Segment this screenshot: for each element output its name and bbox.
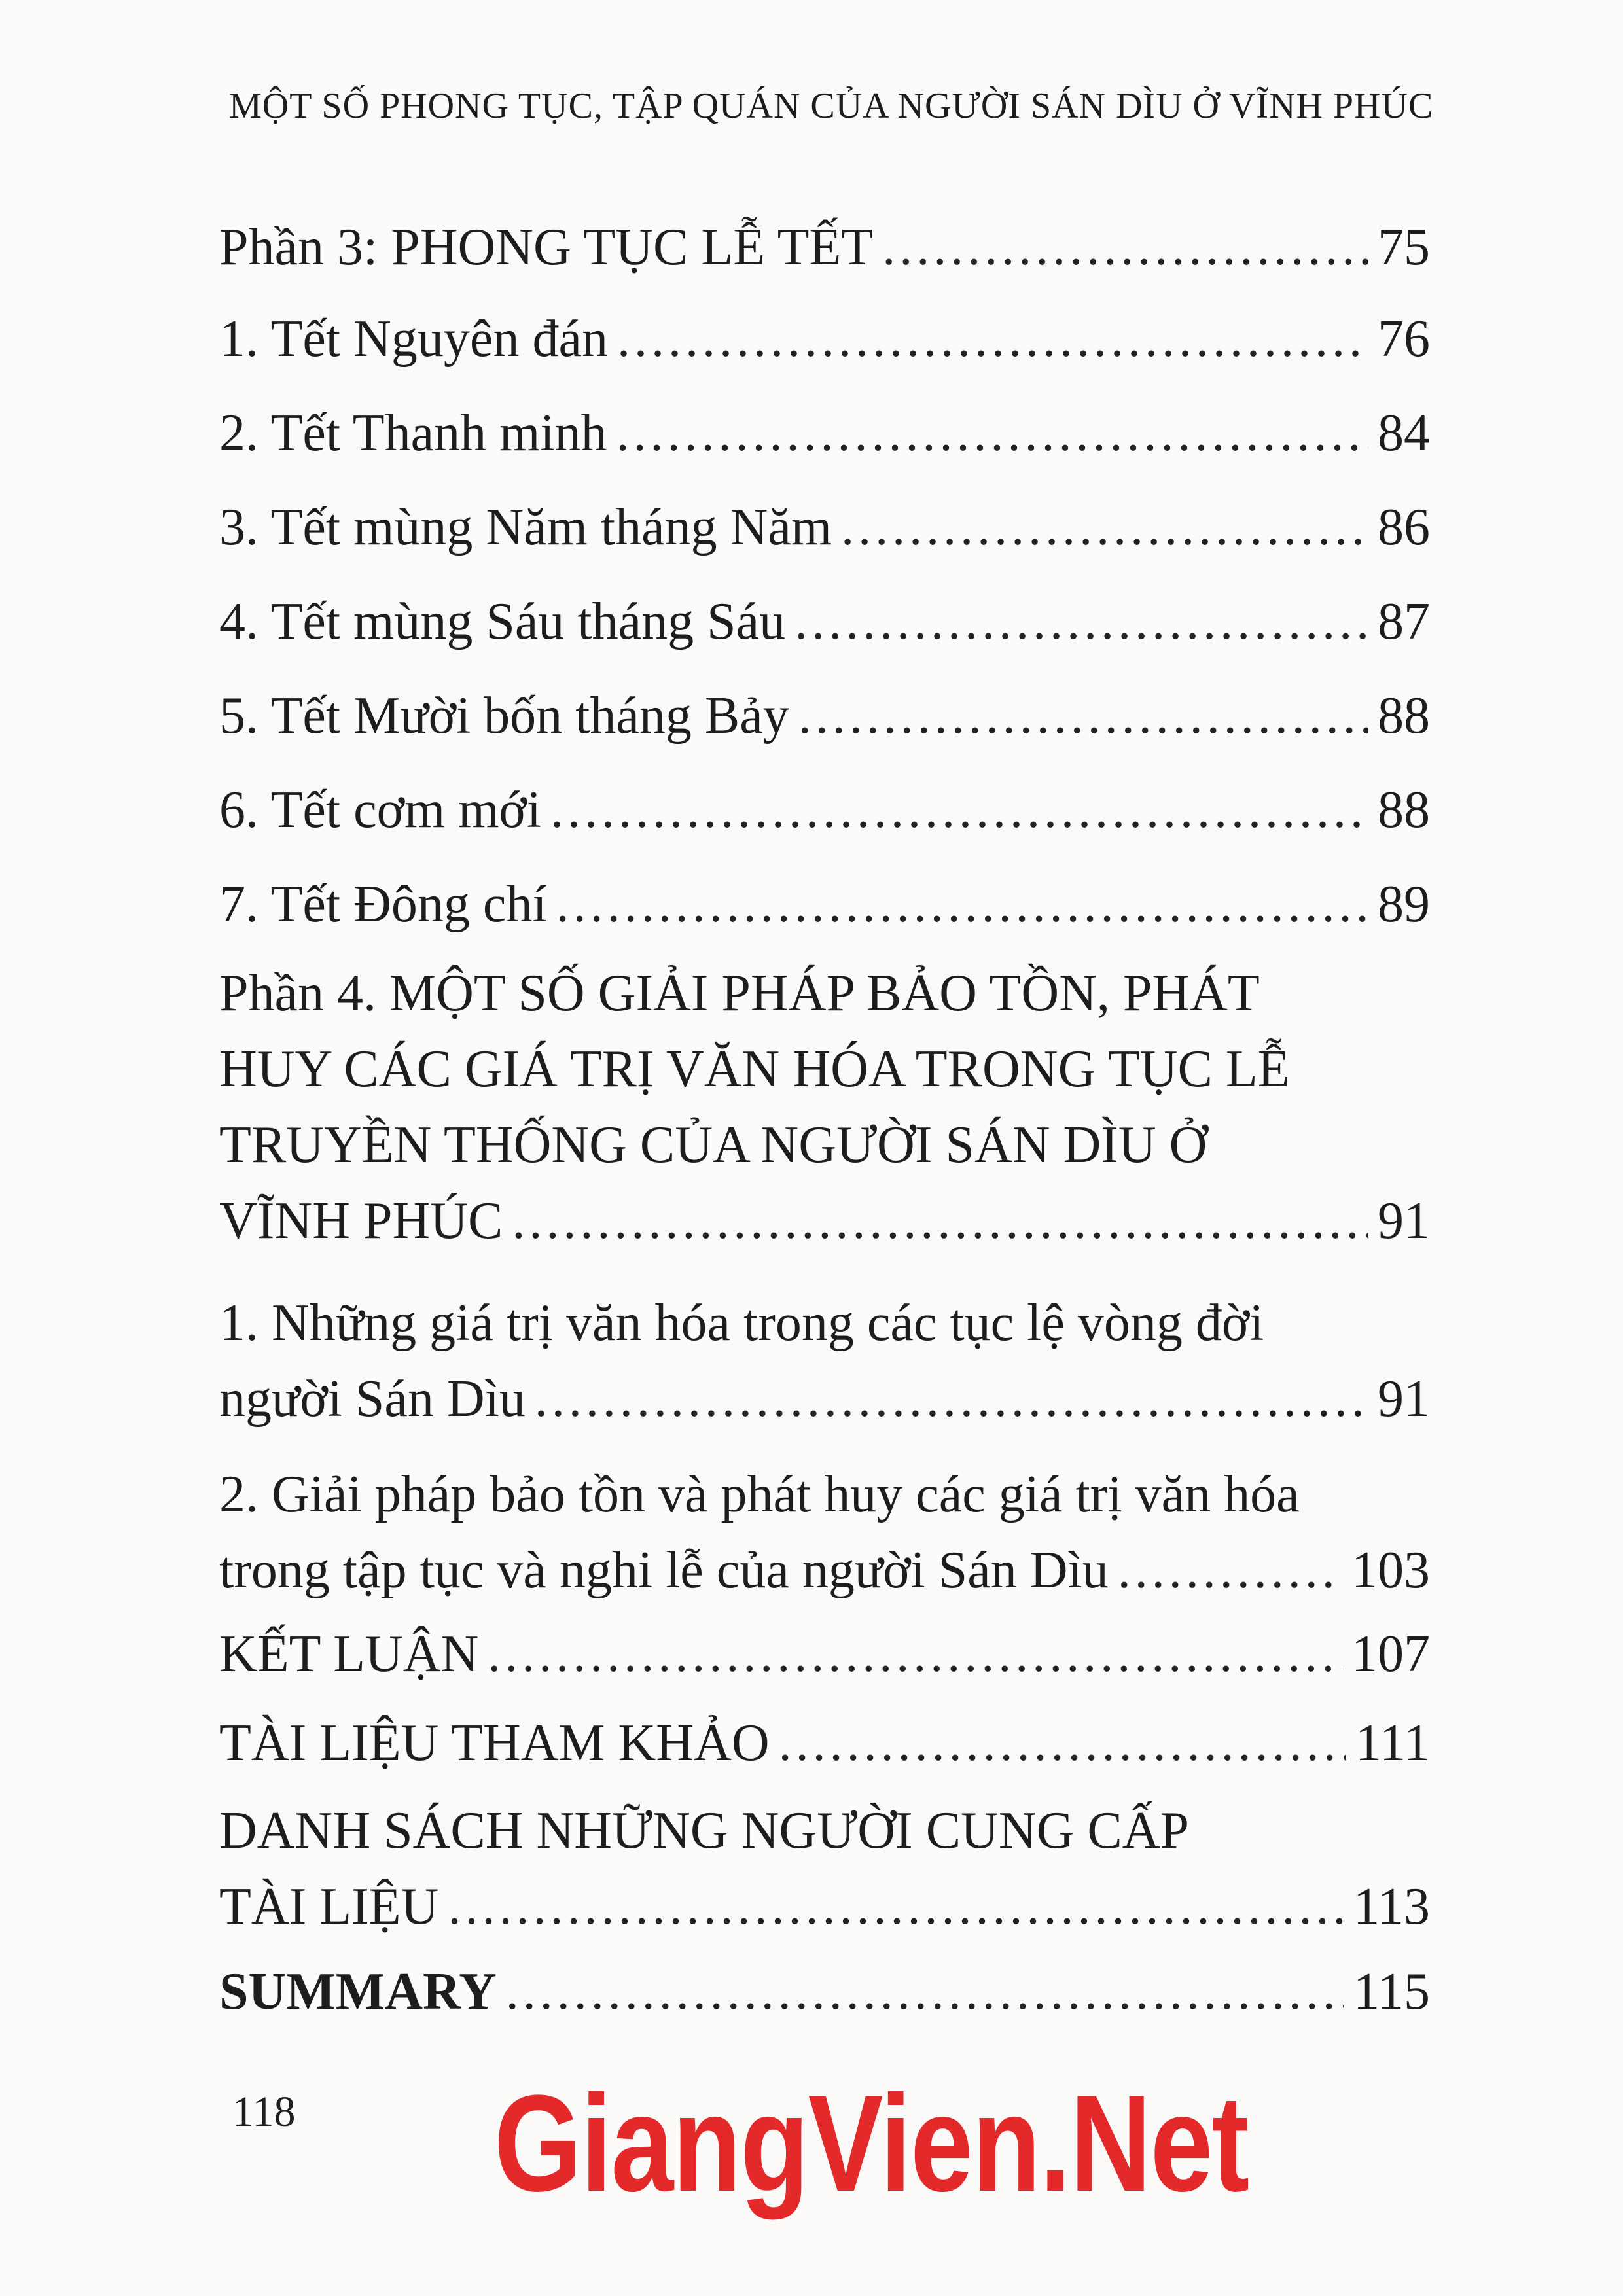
toc-entry-page: 88 xyxy=(1378,687,1430,745)
toc-entry-part4 xyxy=(219,955,1430,1259)
dot-leader xyxy=(617,308,1368,370)
toc-entry-page: 91 xyxy=(1378,1192,1430,1250)
toc-entry-page: 107 xyxy=(1351,1625,1430,1683)
toc-entry xyxy=(219,1457,1430,1608)
dot-leader xyxy=(616,402,1368,465)
toc-entry-title-line: DANH SÁCH NHỮNG NGƯỜI CUNG CẤP xyxy=(219,1802,1189,1860)
dot-leader xyxy=(779,1712,1346,1775)
toc-entry-title: Phần 3: PHONG TỤC LỄ TẾT xyxy=(219,219,874,276)
toc-entry-page: 103 xyxy=(1351,1542,1430,1599)
toc-entry xyxy=(219,779,1430,841)
toc-entry-title: SUMMARY xyxy=(219,1963,497,2021)
toc-entry-page: 86 xyxy=(1378,499,1430,556)
table-of-contents xyxy=(219,216,1430,2055)
dot-leader xyxy=(556,873,1368,936)
toc-entry-part3 xyxy=(219,216,1430,279)
dot-leader xyxy=(794,590,1368,653)
toc-entry-page: 88 xyxy=(1378,781,1430,839)
toc-entry xyxy=(219,402,1430,465)
dot-leader xyxy=(798,684,1368,747)
dot-leader xyxy=(841,496,1368,559)
toc-entry-page: 111 xyxy=(1355,1714,1430,1772)
dot-leader xyxy=(1118,1532,1342,1608)
toc-entry-page: 113 xyxy=(1353,1878,1430,1935)
toc-entry xyxy=(219,496,1430,559)
toc-entry-title-line: 1. Những giá trị văn hóa trong các tục lệ vòng đời xyxy=(219,1294,1264,1352)
toc-entry xyxy=(219,590,1430,653)
dot-leader xyxy=(488,1623,1342,1686)
toc-entry-conclusion xyxy=(219,1623,1430,1686)
toc-entry-title-line: HUY CÁC GIÁ TRỊ VĂN HÓA TRONG TỤC LỄ xyxy=(219,1040,1290,1098)
toc-entry-title-line: TRUYỀN THỐNG CỦA NGƯỜI SÁN DÌU Ở xyxy=(219,1116,1207,1174)
toc-entry-title-line: người Sán Dìu xyxy=(219,1370,526,1428)
toc-entry-summary xyxy=(219,1960,1430,2023)
running-header: MỘT SỐ PHONG TỤC, TẬP QUÁN CỦA NGƯỜI SÁN DÌU Ở VĨNH PHÚC xyxy=(229,86,1434,126)
toc-entry-title: 7. Tết Đông chí xyxy=(219,875,547,933)
watermark-logo: GiangVien.Net xyxy=(494,2066,1249,2220)
dot-leader xyxy=(448,1869,1344,1945)
toc-entry-page: 76 xyxy=(1378,310,1430,368)
toc-entry-title: 5. Tết Mười bốn tháng Bảy xyxy=(219,687,789,745)
toc-entry-page: 115 xyxy=(1353,1963,1430,2021)
dot-leader xyxy=(506,1960,1344,2023)
toc-entry-title-line: TÀI LIỆU xyxy=(219,1878,439,1935)
toc-entry-title: KẾT LUẬN xyxy=(219,1625,479,1683)
toc-entry-title: 3. Tết mùng Năm tháng Năm xyxy=(219,499,832,556)
toc-entry-page: 84 xyxy=(1378,404,1430,462)
toc-entry xyxy=(219,873,1430,936)
toc-entry-page: 89 xyxy=(1378,875,1430,933)
toc-entry-title: 1. Tết Nguyên đán xyxy=(219,310,608,368)
toc-entry-title-line: VĨNH PHÚC xyxy=(219,1192,503,1250)
toc-entry-page: 91 xyxy=(1378,1370,1430,1428)
dot-leader xyxy=(550,779,1368,841)
toc-entry-title: 4. Tết mùng Sáu tháng Sáu xyxy=(219,593,786,650)
toc-entry-page: 75 xyxy=(1378,219,1430,276)
dot-leader xyxy=(535,1361,1368,1437)
toc-entry xyxy=(219,308,1430,370)
toc-entry-page: 87 xyxy=(1378,593,1430,650)
toc-entry-title-line: 2. Giải pháp bảo tồn và phát huy các giá trị văn hóa xyxy=(219,1466,1300,1523)
toc-entry-title-line: trong tập tục và nghi lễ của người Sán Dìu xyxy=(219,1542,1109,1599)
toc-entry-title: 2. Tết Thanh minh xyxy=(219,404,607,462)
toc-entry-title-line: Phần 4. MỘT SỐ GIẢI PHÁP BẢO TỒN, PHÁT xyxy=(219,964,1260,1022)
toc-entry-references xyxy=(219,1712,1430,1775)
toc-entry-informants xyxy=(219,1793,1430,1945)
toc-entry-title: TÀI LIỆU THAM KHẢO xyxy=(219,1714,770,1772)
toc-entry xyxy=(219,1285,1430,1437)
toc-entry-title: 6. Tết cơm mới xyxy=(219,781,541,839)
dot-leader xyxy=(882,216,1368,279)
toc-entry xyxy=(219,684,1430,747)
page-number: 118 xyxy=(232,2088,296,2136)
dot-leader xyxy=(512,1183,1368,1259)
